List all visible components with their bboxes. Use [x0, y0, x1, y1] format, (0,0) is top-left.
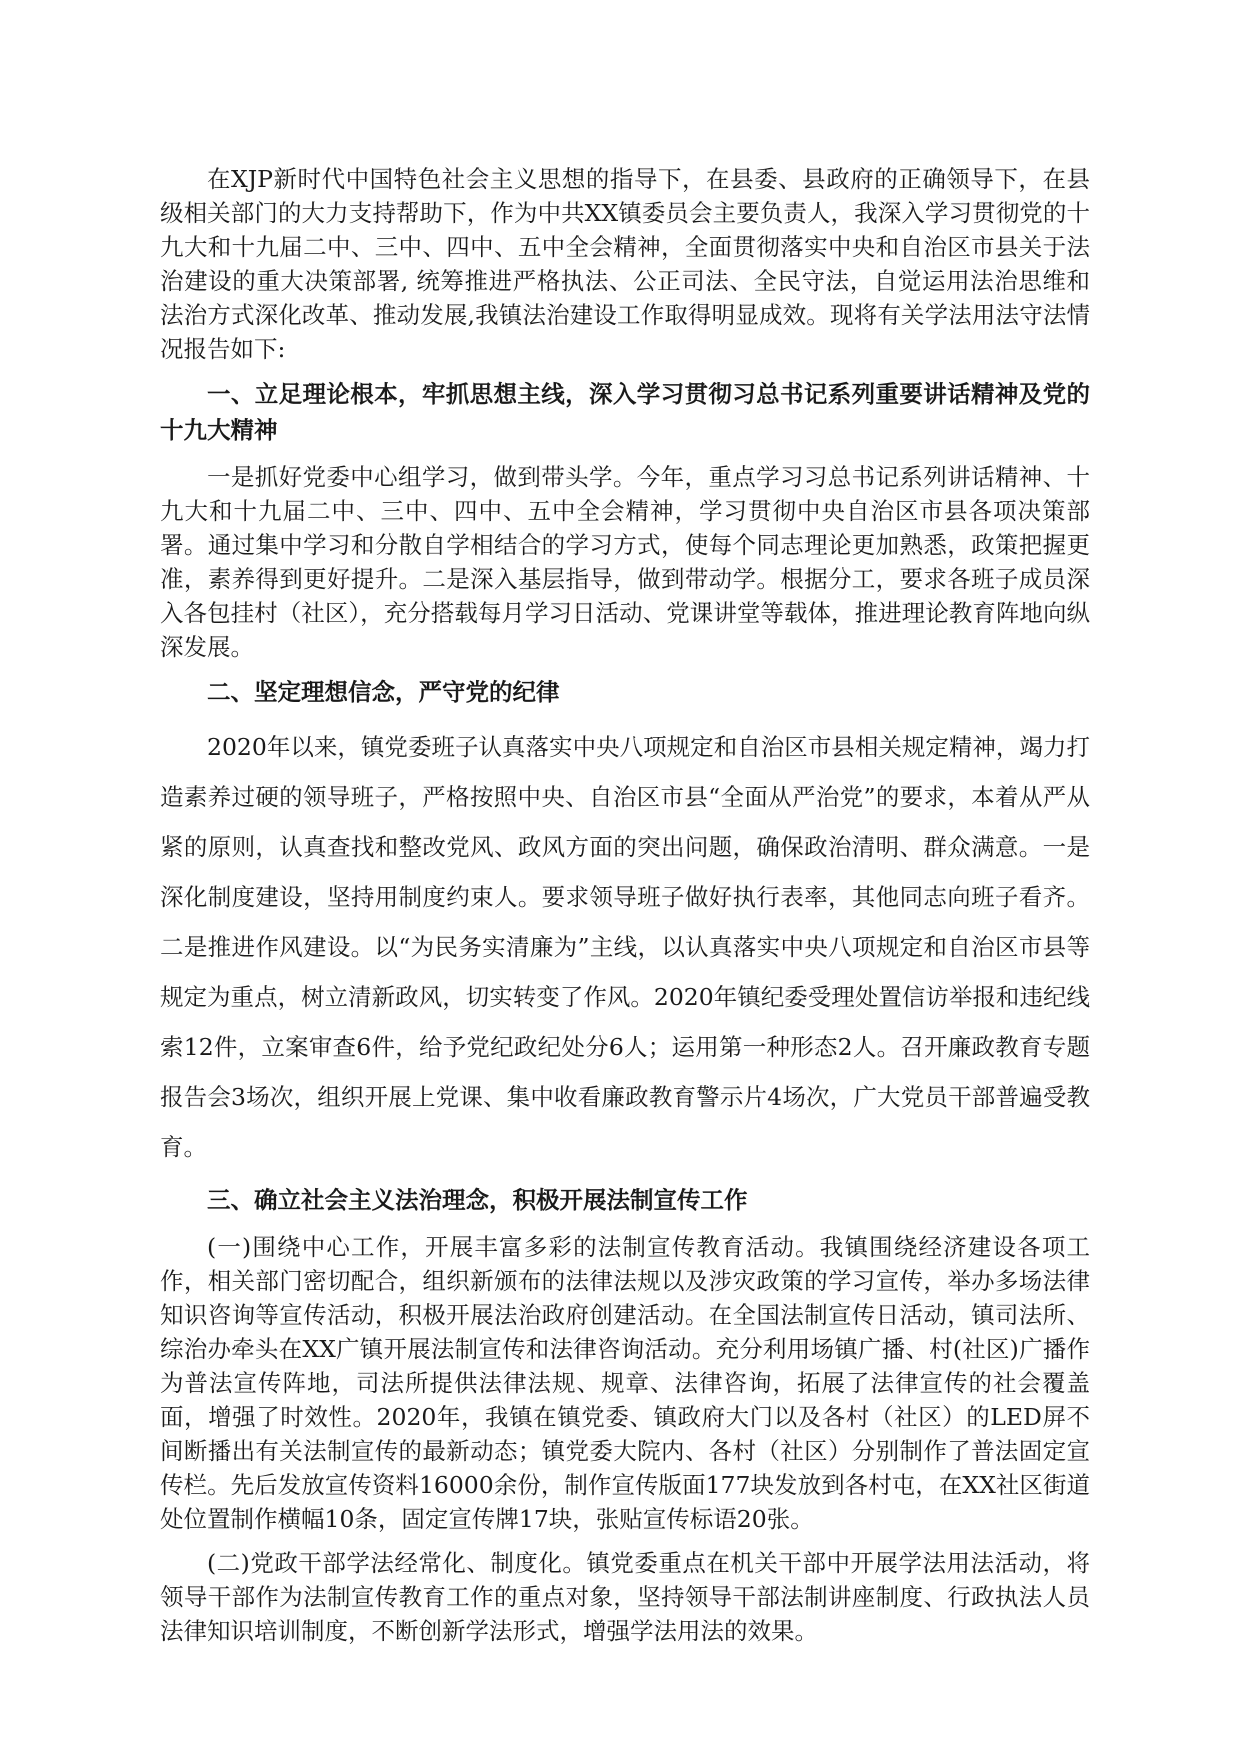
intro-paragraph: 在XJP新时代中国特色社会主义思想的指导下，在县委、县政府的正确领导下，在县级相关部门的大力支持帮助下，作为中共XX镇委员会主要负责人，我深入学习贯彻党的十九大和十九届二中、三中、四中、五中全会精神，全面贯彻落实中央和自治区市县关于法治建设的重大决策部署, 统筹推进严格执法、公正司法、全民守法，自觉运用法治思维和法治方式深化改革、推动发展,我镇法治建设工作取得明显成效。现将有关学法用法守法情况报告如下: [160, 165, 1091, 363]
section-3-paragraph-1: (一)围绕中心工作，开展丰富多彩的法制宣传教育活动。我镇围绕经济建设各项工作，相关部门密切配合，组织新颁布的法律法规以及涉灾政策的学习宣传，举办多场法律知识咨询等宣传活动，积极开展法治政府创建活动。在全国法制宣传日活动，镇司法所、综治办牵头在XX广镇开展法制宣传和法律咨询活动。充分利用场镇广播、村(社区)广播作为普法宣传阵地，司法所提供法律法规、规章、法律咨询，拓展了法律宣传的社会覆盖面，增强了时效性。2020年，我镇在镇党委、镇政府大门以及各村（社区）的LED屏不间断播出有关法制宣传的最新动态；镇党委大院内、各村（社区）分别制作了普法固定宣传栏。先后发放宣传资料16000余份，制作宣传版面177块发放到各村屯，在XX社区街道处位置制作横幅10条，固定宣传牌17块，张贴宣传标语20张。 [160, 1233, 1090, 1533]
section-heading-1: 一、立足理论根本，牢抓思想主线，深入学习贯彻习总书记系列重要讲话精神及党的十九大精神 [160, 380, 1090, 444]
section-3-paragraph-2: (二)党政干部学法经常化、制度化。镇党委重点在机关干部中开展学法用法活动，将领导干部作为法制宣传教育工作的重点对象，坚持领导干部法制讲座制度、行政执法人员法律知识培训制度，不断创新学法形式，增强学法用法的效果。 [160, 1549, 1090, 1645]
section-heading-2: 二、坚定理想信念，严守党的纪律 [207, 678, 560, 706]
section-heading-3: 三、确立社会主义法治理念，积极开展法制宣传工作 [207, 1186, 748, 1214]
document-body [160, 162, 1090, 1658]
section-1-paragraph: 一是抓好党委中心组学习，做到带头学。今年，重点学习习总书记系列讲话精神、十九大和十九届二中、三中、四中、五中全会精神，学习贯彻中央自治区市县各项决策部署。通过集中学习和分散自学相结合的学习方式，使每个同志理论更加熟悉，政策把握更准，素养得到更好提升。二是深入基层指导，做到带动学。根据分工，要求各班子成员深入各包挂村（社区），充分搭载每月学习日活动、党课讲堂等载体，推进理论教育阵地向纵深发展。 [160, 463, 1090, 661]
section-2-paragraph: 2020年以来，镇党委班子认真落实中央八项规定和自治区市县相关规定精神，竭力打造素养过硬的领导班子，严格按照中央、自治区市县“全面从严治党”的要求，本着从严从紧的原则，认真查找和整改党风、政风方面的突出问题，确保政治清明、群众满意。一是深化制度建设，坚持用制度约束人。要求领导班子做好执行表率，其他同志向班子看齐。二是推进作风建设。以“为民务实清廉为”主线，以认真落实中央八项规定和自治区市县等规定为重点，树立清新政风，切实转变了作风。2020年镇纪委受理处置信访举报和违纪线索12件，立案审查6件，给予党纪政纪处分6人；运用第一种形态2人。召开廉政教育专题报告会3场次，组织开展上党课、集中收看廉政教育警示片4场次，广大党员干部普遍受教育。 [160, 733, 1090, 1161]
